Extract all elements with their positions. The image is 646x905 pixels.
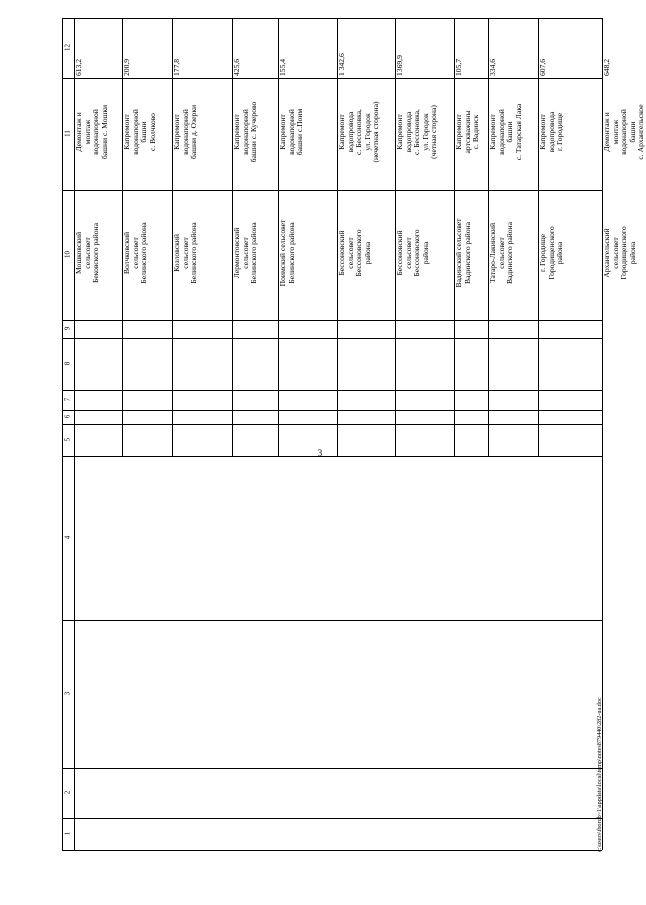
cell-work-description: Капремонт водонапорной башни с. Кучерово <box>232 101 258 163</box>
cell-municipality: Архангельский сельсовет Городищенского района <box>602 226 637 280</box>
cell-value: 155,4 <box>278 58 287 76</box>
cell-work-description: Капремонт водопровода г. Городище <box>538 111 564 153</box>
table-border-left <box>62 18 63 850</box>
column-number-1: 1 <box>63 831 72 836</box>
column-separator <box>62 390 602 391</box>
cell-work-description: Капремонт водонапорной башни с.Поим <box>278 108 304 156</box>
cell-work-description: Демонтаж и монтаж водонапорной башни с. Мошки <box>74 104 109 160</box>
column-separator <box>62 818 602 819</box>
file-path-footer: c:\users\iborob~1\appdata\local\temp\notes879440\282-ua.doc <box>596 697 603 852</box>
cell-work-description: Капремонт водонапорной башни с. Волчково <box>122 109 157 155</box>
page-number: 3 <box>317 448 323 458</box>
column-separator <box>62 850 602 851</box>
cell-municipality: Лермонтовский сельсовет Белинского района <box>232 222 258 284</box>
cell-value: 334,6 <box>488 58 497 76</box>
cell-value: 105,7 <box>454 58 463 76</box>
cell-value: 607,6 <box>538 58 547 76</box>
column-number-12: 12 <box>63 44 72 51</box>
column-number-4: 4 <box>63 535 72 540</box>
cell-value: 200,9 <box>122 58 131 76</box>
cell-work-description: Демонтаж и монтаж водонапорной башни с. Архангельское <box>602 104 645 160</box>
cell-municipality: Бессоновский сельсовет Бессоновского района <box>337 229 372 277</box>
cell-value: 1369,9 <box>395 55 404 76</box>
column-separator <box>62 338 602 339</box>
cell-value: 648,2 <box>602 58 611 76</box>
column-separator <box>62 456 602 457</box>
column-separator <box>62 320 602 321</box>
column-number-10: 10 <box>63 251 72 258</box>
cell-municipality: Козловский сельсовет Белинского района <box>172 222 198 284</box>
cell-value: 1 342,6 <box>337 53 346 76</box>
cell-municipality: Татаро-Лакинский сельсовет Вадинского района <box>488 222 514 284</box>
cell-municipality: Вадинский сельсовет Вадинского района <box>454 218 472 288</box>
data-table <box>62 18 645 850</box>
cell-municipality: Бессоновский сельсовет Бессоновского района <box>395 229 430 277</box>
cell-value: 425,6 <box>232 58 241 76</box>
cell-value: 177,8 <box>172 58 181 76</box>
column-separator <box>62 424 602 425</box>
cell-work-description: Капремонт водонапорной башни с. Татарская Лака <box>488 103 523 161</box>
column-number-2: 2 <box>63 790 72 795</box>
column-number-9: 9 <box>63 326 72 331</box>
cell-work-description: Капремонт водопровода с. Бессоновка, ул. Городок (нечетная сторона) <box>337 101 380 163</box>
column-number-3: 3 <box>63 691 72 696</box>
column-number-7: 7 <box>63 397 72 402</box>
column-number-6: 6 <box>63 414 72 419</box>
column-number-8: 8 <box>63 361 72 366</box>
cell-municipality: Поимский сельсовет Белинского района <box>278 219 296 287</box>
cell-work-description: Капремонт артскважины с. Вадинск <box>454 110 480 154</box>
cell-value: 613,2 <box>74 58 83 76</box>
column-number-5: 5 <box>63 437 72 442</box>
column-number-11: 11 <box>63 130 72 137</box>
cell-municipality: Волчковский сельсовет Белинского района <box>122 222 148 284</box>
column-separator <box>62 410 602 411</box>
cell-work-description: Капремонт водопровода с. Бессоновка, ул. Городок (четная сторона) <box>395 105 438 159</box>
cell-work-description: Капремонт водонапорной башни д. Озерки <box>172 104 198 160</box>
column-separator <box>62 620 602 621</box>
cell-municipality: Мошковский сельсовет Бековского района <box>74 223 100 283</box>
cell-municipality: г. Городище Городищенского района <box>538 226 564 280</box>
column-separator <box>62 768 602 769</box>
